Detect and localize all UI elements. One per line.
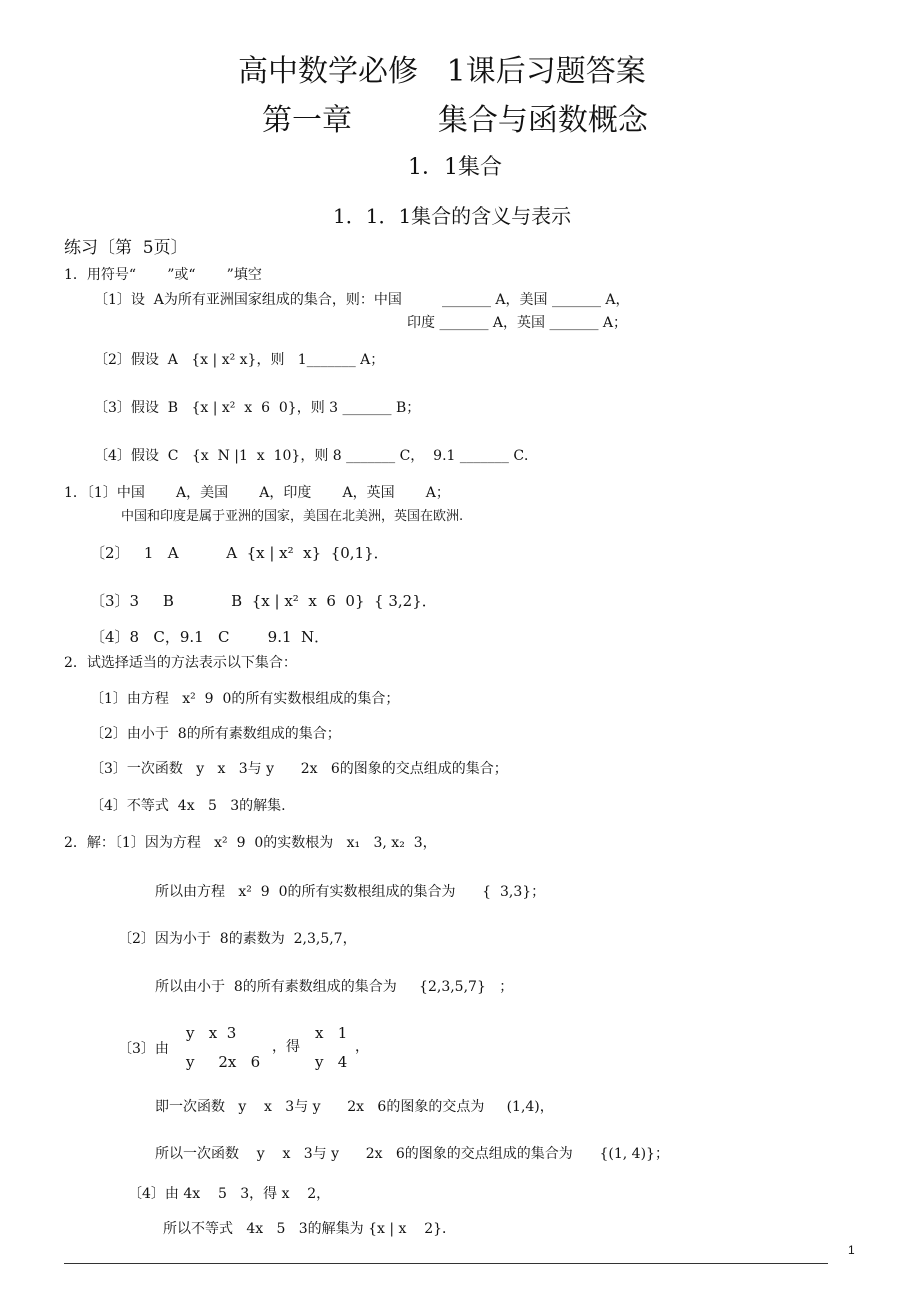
a1-line3: 〔3〕3 B B {x | x² x 6 0} { 3,2}． (90, 592, 437, 610)
q1-part3: 〔3〕假设 B {x | x² x 6 0}，则 3 _______ B； (94, 400, 421, 416)
a2-part3-mid: ，得 (272, 1039, 300, 1055)
a2-line1: 2．解：〔1〕因为方程 x² 9 0的实数根为 x₁ 3, x₂ 3， (64, 835, 437, 851)
a2-line6: 即一次函数 y x 3与 y 2x 6的图象的交点为 (1,4)， (155, 1099, 554, 1115)
q1-part4: 〔4〕假设 C {x N |1 x 10}，则 8 _______ C， 9.1 _______ C． (94, 448, 539, 464)
subsection-title: 1．1．1集合的含义与表示 (333, 204, 572, 228)
q1-stem: 1．用符号“ ”或“ ”填空 (64, 267, 262, 283)
a2-line4: 所以由小于 8的所有素数组成的集合为 {2,3,5,7} ； (155, 979, 514, 995)
a2-line3: 〔2〕因为小于 8的素数为 2,3,5,7， (118, 931, 357, 947)
system-eq2-row1: x 1 (315, 1024, 348, 1042)
section-title: 1．1集合 (408, 155, 502, 180)
system-eq1-row2: y 2x 6 (186, 1053, 261, 1071)
footer-rule (64, 1263, 828, 1264)
a2-line9: 所以不等式 4x 5 3的解集为 {x | x 2}． (163, 1221, 457, 1237)
a2-line7: 所以一次函数 y x 3与 y 2x 6的图象的交点组成的集合为 {(1, 4)}； (155, 1146, 669, 1162)
main-title: 高中数学必修 1课后习题答案 (238, 54, 646, 89)
system-eq1-row1: y x 3 (186, 1024, 237, 1042)
a1-line4: 〔4〕8 C，9.1 C 9.1 N． (90, 628, 330, 646)
a2-line8: 〔4〕由 4x 5 3，得 x 2， (128, 1186, 331, 1202)
q2-part4: 〔4〕不等式 4x 5 3的解集. (90, 798, 286, 814)
page-number: 1 (848, 1243, 855, 1257)
q2-part3: 〔3〕一次函数 y x 3与 y 2x 6的图象的交点组成的集合； (90, 761, 508, 777)
q2-part1: 〔1〕由方程 x² 9 0的所有实数根组成的集合； (90, 691, 400, 707)
q1-part1-line2: 印度 _______ A，英国 _______ A； (407, 315, 628, 331)
q1-part1-line1: 〔1〕设 A为所有亚洲国家组成的集合，则：中国 _______ A，美国 _______ A， (94, 292, 630, 308)
q2-part2: 〔2〕由小于 8的所有素数组成的集合； (90, 726, 341, 742)
q1-part2: 〔2〕假设 A {x | x² x}，则 1_______ A； (94, 352, 385, 368)
a2-part3-end: ， (355, 1039, 369, 1055)
q2-stem: 2．试选择适当的方法表示以下集合： (64, 655, 297, 671)
chapter-title: 第一章 集合与函数概念 (262, 103, 648, 138)
a1-line1-explanation: 中国和印度是属于亚洲的国家，美国在北美洲，英国在欧洲. (121, 509, 464, 524)
a1-line1: 1．〔1〕中国 A，美国 A，印度 A，英国 A； (64, 485, 450, 501)
system-eq2-row2: y 4 (315, 1053, 348, 1071)
a1-line2: 〔2〕 1 A A {x | x² x} {0,1}． (90, 544, 389, 562)
a2-line2: 所以由方程 x² 9 0的所有实数根组成的集合为 { 3,3}； (155, 884, 546, 900)
exercise-header: 练习〔第 5页〕 (64, 238, 188, 258)
a2-part3-prefix: 〔3〕由 (118, 1041, 169, 1057)
